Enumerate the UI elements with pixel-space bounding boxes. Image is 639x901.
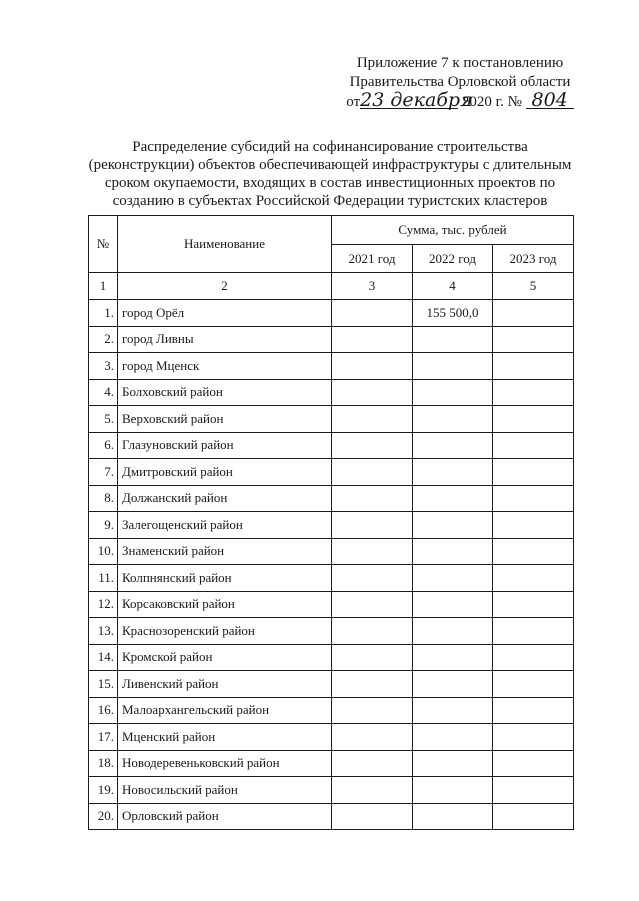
value-2023-cell (493, 326, 574, 353)
row-name-cell: Краснозоренский район (118, 618, 332, 645)
value-2022-cell (413, 326, 493, 353)
value-2023-cell (493, 379, 574, 406)
table-row (89, 485, 574, 512)
row-name-cell: Колпнянский район (118, 565, 332, 592)
row-number-cell: 17. (89, 724, 118, 751)
date-prefix: от (346, 94, 361, 110)
row-name-cell: Орловский район (118, 803, 332, 830)
row-name-cell: Глазуновский район (118, 432, 332, 459)
row-name-cell: Знаменский район (118, 538, 332, 565)
row-name-cell: Болховский район (118, 379, 332, 406)
value-2023-cell (493, 644, 574, 671)
value-2021-cell (332, 565, 413, 592)
table-row (89, 750, 574, 777)
title-line-3: сроком окупаемости, входящих в состав инвестиционных проектов по (104, 175, 556, 191)
value-2023-cell (493, 538, 574, 565)
table-row (89, 565, 574, 592)
year-and-number-label: 2020 г. № (461, 94, 522, 110)
row-number-cell: 11. (89, 565, 118, 592)
header-year-2021: 2021 год (332, 245, 413, 273)
value-2023-cell (493, 697, 574, 724)
column-number: 5 (493, 273, 574, 300)
value-2022-cell (413, 724, 493, 751)
appendix-note (340, 54, 580, 112)
header-sum: Сумма, тыс. рублей (332, 216, 574, 245)
value-2022-cell (413, 591, 493, 618)
table-row (89, 538, 574, 565)
row-name-cell: город Ливны (118, 326, 332, 353)
value-2021-cell (332, 591, 413, 618)
title-line-1: Распределение субсидий на софинансирование строительства (132, 139, 528, 155)
header-number: № (89, 216, 118, 273)
subsidy-table (88, 215, 574, 830)
table-row (89, 300, 574, 327)
value-2021-cell (332, 379, 413, 406)
row-number-cell: 9. (89, 512, 118, 539)
row-number-cell: 5. (89, 406, 118, 433)
value-2022-cell (413, 538, 493, 565)
row-name-cell: город Орёл (118, 300, 332, 327)
row-number-cell: 1. (89, 300, 118, 327)
row-number-cell: 14. (89, 644, 118, 671)
value-2021-cell (332, 406, 413, 433)
value-2023-cell (493, 459, 574, 486)
table-row (89, 432, 574, 459)
row-number-cell: 8. (89, 485, 118, 512)
value-2022-cell (413, 697, 493, 724)
row-number-cell: 15. (89, 671, 118, 698)
value-2023-cell (493, 485, 574, 512)
value-2023-cell (493, 803, 574, 830)
row-number-cell: 18. (89, 750, 118, 777)
value-2022-cell (413, 777, 493, 804)
header-year-2023: 2023 год (493, 245, 574, 273)
value-2021-cell (332, 750, 413, 777)
document-title (70, 138, 590, 210)
value-2022-cell (413, 379, 493, 406)
appendix-line-3 (340, 89, 580, 112)
value-2022-cell (413, 459, 493, 486)
value-2021-cell (332, 459, 413, 486)
value-2023-cell (493, 300, 574, 327)
handwritten-decree-number: 804 (526, 92, 574, 109)
value-2021-cell (332, 432, 413, 459)
value-2021-cell (332, 671, 413, 698)
row-name-cell: Верховский район (118, 406, 332, 433)
value-2022-cell (413, 644, 493, 671)
table-row (89, 671, 574, 698)
column-number: 3 (332, 273, 413, 300)
row-name-cell: Должанский район (118, 485, 332, 512)
table-row (89, 512, 574, 539)
value-2022-cell (413, 485, 493, 512)
table-row (89, 644, 574, 671)
table-row (89, 697, 574, 724)
value-2021-cell (332, 697, 413, 724)
value-2021-cell (332, 300, 413, 327)
row-name-cell: город Мценск (118, 353, 332, 380)
title-line-2: (реконструкции) объектов обеспечивающей инфраструктуры с длительным (88, 157, 572, 173)
value-2023-cell (493, 618, 574, 645)
value-2023-cell (493, 512, 574, 539)
row-name-cell: Залегощенский район (118, 512, 332, 539)
row-number-cell: 12. (89, 591, 118, 618)
value-2022-cell (413, 671, 493, 698)
row-number-cell: 6. (89, 432, 118, 459)
table-row (89, 379, 574, 406)
value-2023-cell (493, 724, 574, 751)
row-name-cell: Ливенский район (118, 671, 332, 698)
row-number-cell: 3. (89, 353, 118, 380)
header-name: Наименование (118, 216, 332, 273)
table-row (89, 803, 574, 830)
row-number-cell: 7. (89, 459, 118, 486)
header-year-2022: 2022 год (413, 245, 493, 273)
value-2023-cell (493, 750, 574, 777)
column-number: 4 (413, 273, 493, 300)
column-number-row (89, 273, 574, 300)
value-2022-cell (413, 618, 493, 645)
value-2021-cell (332, 326, 413, 353)
value-2021-cell (332, 353, 413, 380)
table-row (89, 353, 574, 380)
value-2021-cell (332, 538, 413, 565)
table-row (89, 618, 574, 645)
value-2021-cell (332, 803, 413, 830)
row-number-cell: 10. (89, 538, 118, 565)
value-2021-cell (332, 485, 413, 512)
row-name-cell: Мценский район (118, 724, 332, 751)
row-number-cell: 2. (89, 326, 118, 353)
appendix-line-1: Приложение 7 к постановлению (356, 55, 564, 71)
value-2023-cell (493, 565, 574, 592)
row-number-cell: 13. (89, 618, 118, 645)
value-2021-cell (332, 724, 413, 751)
value-2021-cell (332, 512, 413, 539)
value-2023-cell (493, 777, 574, 804)
row-name-cell: Дмитровский район (118, 459, 332, 486)
value-2023-cell (493, 406, 574, 433)
value-2023-cell (493, 353, 574, 380)
title-line-4: созданию в субъектах Российской Федерации туристских кластеров (112, 193, 548, 209)
row-name-cell: Новодеревеньковский район (118, 750, 332, 777)
handwritten-date: 23 декабря (360, 89, 473, 111)
value-2023-cell (493, 432, 574, 459)
appendix-line-2: Правительства Орловской области (349, 74, 571, 90)
value-2022-cell (413, 750, 493, 777)
column-number: 2 (118, 273, 332, 300)
row-number-cell: 16. (89, 697, 118, 724)
value-2022-cell (413, 803, 493, 830)
row-number-cell: 20. (89, 803, 118, 830)
value-2021-cell (332, 618, 413, 645)
row-name-cell: Малоархангельский район (118, 697, 332, 724)
value-2022-cell (413, 565, 493, 592)
table-row (89, 724, 574, 751)
value-2022-cell: 155 500,0 (413, 300, 493, 327)
value-2021-cell (332, 644, 413, 671)
value-2022-cell (413, 512, 493, 539)
value-2022-cell (413, 406, 493, 433)
row-name-cell: Кромской район (118, 644, 332, 671)
table-row (89, 459, 574, 486)
row-number-cell: 19. (89, 777, 118, 804)
column-number: 1 (89, 273, 118, 300)
row-number-cell: 4. (89, 379, 118, 406)
row-name-cell: Новосильский район (118, 777, 332, 804)
table-row (89, 406, 574, 433)
table-row (89, 326, 574, 353)
value-2022-cell (413, 432, 493, 459)
value-2021-cell (332, 777, 413, 804)
value-2023-cell (493, 671, 574, 698)
row-name-cell: Корсаковский район (118, 591, 332, 618)
value-2023-cell (493, 591, 574, 618)
table-row (89, 777, 574, 804)
table-row (89, 591, 574, 618)
value-2022-cell (413, 353, 493, 380)
